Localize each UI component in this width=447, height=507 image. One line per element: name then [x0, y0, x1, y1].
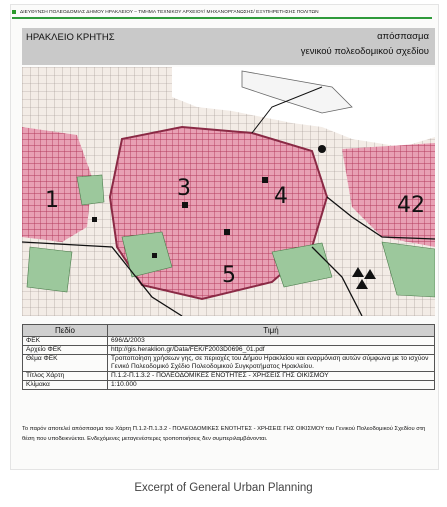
header-divider	[12, 17, 432, 19]
table-cell-value: 696/Δ/2003	[108, 337, 435, 346]
planning-map	[22, 67, 435, 316]
table-cell-field: Κλίμακα	[23, 381, 108, 390]
zone-label-5: 5	[222, 263, 236, 288]
plan-label: γενικού πολεοδομικού σχεδίου	[300, 46, 429, 57]
image-caption: Excerpt of General Urban Planning	[134, 482, 313, 494]
table-cell-value: Π.1.2-Π.1.3.2 - ΠΟΛΕΟΔΟΜΙΚΕΣ ΕΝΟΤΗΤΕΣ - ΧΡΗΣΕΙΣ ΓΗΣ ΟΙΚΙΣΜΟΥ	[108, 372, 435, 381]
fek-file-link[interactable]: http://gis.heraklion.gr/Data/FEK/F2003D0696_01.pdf	[108, 346, 435, 355]
value-header: Τιμή	[108, 325, 435, 337]
excerpt-label: απόσπασμα	[377, 31, 429, 42]
zone-label-4: 4	[274, 184, 288, 209]
table-cell-field: Αρχείο ΦΕΚ	[23, 346, 108, 355]
department-text: ΔΙΕΥΘΥΝΣΗ ΠΟΛΕΟΔΟΜΙΑΣ ΔΗΜΟΥ ΗΡΑΚΛΕΙΟΥ – ΤΜΗΜΑ ΤΕΧΝΙΚΟΥ ΑΡΧΕΙΟΥ/ ΜΗΧΑΝΟΡΓΑΝΩΣΗΣ/ ΕΞΥΠΗΡΕΤΗΣΗΣ ΠΟΛΙΤΩΝ	[20, 9, 319, 15]
table-cell-value: Τροποποίηση χρήσεων γης, σε περιοχές του Δήμου Ηρακλείου και εναρμόνιση αυτών σύμφωνα με το ισχύον Γενικό Πολεοδομικό Σχέδιο Πολεοδομικού Συγκροτήματος Ηρακλείου.	[108, 355, 435, 372]
field-header: Πεδίο	[23, 325, 108, 337]
info-table	[22, 324, 435, 390]
table-row	[23, 337, 435, 346]
table-row	[23, 381, 435, 390]
zone-label-3: 3	[177, 176, 191, 201]
table-cell-field: Θέμα ΦΕΚ	[23, 355, 108, 372]
table-cell-field: ΦΕΚ	[23, 337, 108, 346]
map-graphic	[22, 67, 435, 316]
zone-label-1: 1	[45, 188, 59, 213]
table-row	[23, 355, 435, 372]
table-row	[23, 346, 435, 355]
table-row	[23, 372, 435, 381]
zone-label-42: 42	[397, 193, 425, 218]
table-cell-value: 1:10.000	[108, 381, 435, 390]
table-cell-field: Τίτλος Χάρτη	[23, 372, 108, 381]
disclaimer-note: Το παρόν αποτελεί απόσπασμα του Χάρτη Π.1.2-Π.1.3.2 - ΠΟΛΕΟΔΟΜΙΚΕΣ ΕΝΟΤΗΤΕΣ - ΧΡΗΣΕΙΣ ΓΗΣ ΟΙΚΙΣΜΟΥ του Γενικού Πολεοδομικού Σχεδίου στη θέση που υποδεικνύεται. Ενδεχόμενες μεταγενέστερες τροποποιήσεις δεν συμπεριλαμβάνονται.	[22, 426, 426, 442]
title-bar	[22, 28, 435, 65]
green-bullet-icon	[12, 10, 16, 14]
city-title: ΗΡΑΚΛΕΙΟ ΚΡΗΤΗΣ	[26, 32, 115, 43]
